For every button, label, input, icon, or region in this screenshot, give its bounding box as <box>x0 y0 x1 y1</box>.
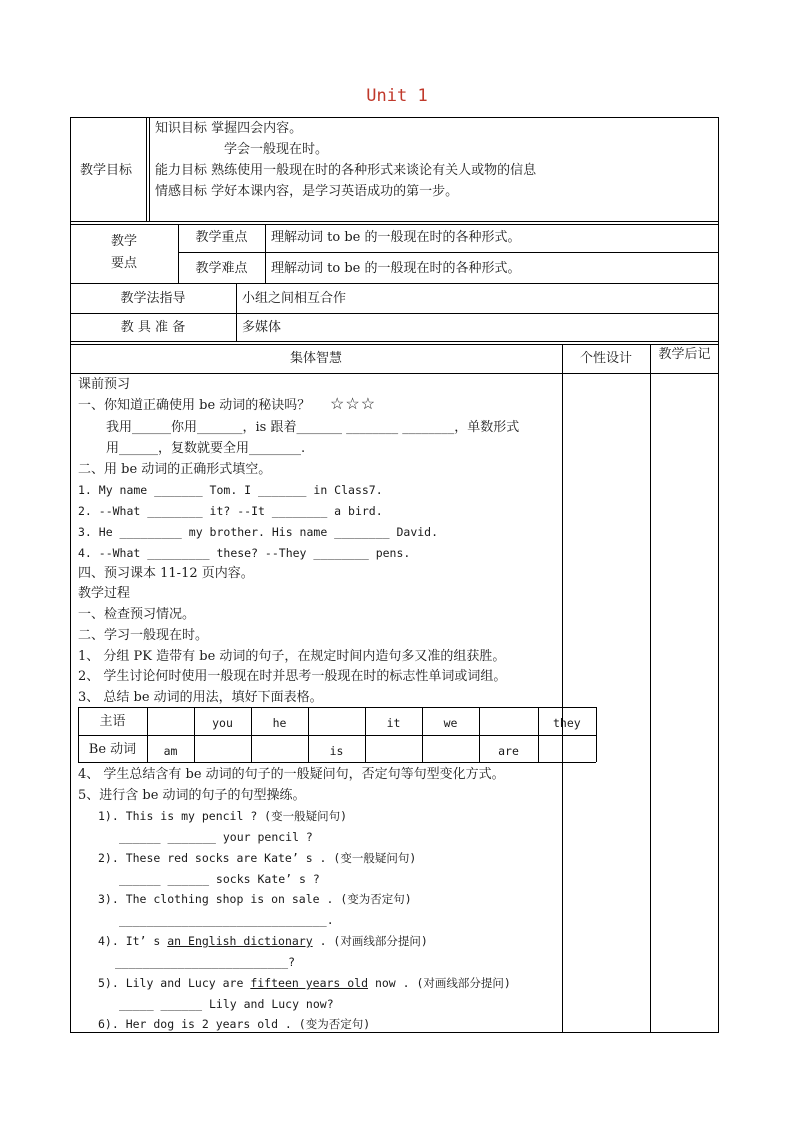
preview-item-2: 2. --What ________ it? --It ________ a bird. <box>78 504 383 518</box>
exercise-2: 2). These red socks are Kate’ s . (变一般疑问句) <box>98 851 417 865</box>
be-table-h6: we <box>443 716 458 730</box>
preview-item-3: 3. He _________ my brother. His name ________ David. <box>78 525 439 539</box>
preview-q2: 二、用 be 动词的正确形式填空。 <box>78 462 272 477</box>
be-table-h2: you <box>212 716 233 730</box>
exercise-1: 1). This is my pencil ? (变一般疑问句) <box>98 809 348 823</box>
method-label: 教学法指导 <box>120 291 186 306</box>
exercise-5: 5). Lily and Lucy are fifteen years old now . (对画线部分提问) <box>98 976 511 990</box>
keypoints-label-1: 教学 <box>110 234 137 249</box>
be-table-r4: is <box>329 744 344 758</box>
goal-knowledge-2: 学会一般现在时。 <box>224 142 329 157</box>
column-personal: 个性设计 <box>579 351 632 366</box>
goals-label: 教学目标 <box>80 163 133 178</box>
be-table-h0: 主语 <box>99 714 126 729</box>
exercise-3-answer: ______________________________. <box>119 913 334 927</box>
be-table-h3: he <box>272 716 287 730</box>
process-step-1: 一、检查预习情况。 <box>78 607 196 622</box>
column-collective: 集体智慧 <box>289 351 342 366</box>
preview-item-4: 4. --What _________ these? --They ________ pens. <box>78 546 411 560</box>
process-point-1: 1、 分组 PK 造带有 be 动词的句子，在规定时间内造句多又准的组获胜。 <box>78 649 506 664</box>
column-after: 教学后记 <box>658 347 711 362</box>
star-rating: ☆☆☆ <box>330 394 377 413</box>
preview-heading: 课前预习 <box>78 377 131 392</box>
process-point-3: 3、 总结 be 动词的用法，填好下面表格。 <box>78 690 323 705</box>
preview-q1: 一、你知道正确使用 be 动词的秘诀吗？ <box>78 398 311 413</box>
exercise-6: 6). Her dog is 2 years old . (变为否定句) <box>98 1017 371 1031</box>
exercise-4-answer: _________________________? <box>115 955 296 969</box>
exercise-2-answer: ______ ______ socks Kate’ s ? <box>119 872 320 886</box>
practice-point-5: 5、进行含 be 动词的句子的句型操练。 <box>78 788 306 803</box>
process-point-2: 2、 学生讨论何时使用一般现在时并思考一般现在时的标志性单词或词组。 <box>78 669 507 684</box>
document-title: Unit 1 <box>366 86 428 106</box>
process-heading: 教学过程 <box>78 586 131 601</box>
tools-text: 多媒体 <box>242 320 282 335</box>
be-table-r7: are <box>498 744 519 758</box>
goal-emotion: 情感目标 学好本课内容，是学习英语成功的第一步。 <box>155 184 459 199</box>
practice-point-4: 4、 学生总结含有 be 动词的句子的一般疑问句，否定句等句型变化方式。 <box>78 767 505 782</box>
goal-knowledge: 知识目标 掌握四会内容。 <box>155 121 303 136</box>
be-table-r1: am <box>163 744 178 758</box>
preview-q4: 四、预习课本 11-12 页内容。 <box>78 566 254 581</box>
focus-text: 理解动词 to be 的一般现在时的各种形式。 <box>271 230 521 245</box>
be-table-r0: Be 动词 <box>88 742 137 757</box>
process-step-2: 二、学习一般现在时。 <box>78 628 209 643</box>
preview-item-1: 1. My name _______ Tom. I _______ in Class7. <box>78 483 383 497</box>
preview-q1-line1: 我用______你用_______，is 跟着_______ ________ ________，单数形式 <box>106 420 520 435</box>
exercise-1-answer: ______ _______ your pencil ? <box>119 830 313 844</box>
exercise-5-answer: _____ ______ Lily and Lucy now? <box>119 997 334 1011</box>
exercise-3: 3). The clothing shop is on sale . (变为否定句) <box>98 892 412 906</box>
exercise-4: 4). It’ s an English dictionary . (对画线部分提问) <box>98 934 428 948</box>
preview-q1-line2: 用______，复数就要全用________. <box>106 441 306 456</box>
goal-ability: 能力目标 熟练使用一般现在时的各种形式来谈论有关人或物的信息 <box>155 163 537 178</box>
tools-label: 教 具 准 备 <box>120 320 186 335</box>
method-text: 小组之间相互合作 <box>242 291 347 306</box>
focus-label: 教学重点 <box>195 230 248 245</box>
keypoints-label-2: 要点 <box>110 256 137 271</box>
difficulty-label: 教学难点 <box>195 261 248 276</box>
difficulty-text: 理解动词 to be 的一般现在时的各种形式。 <box>271 261 521 276</box>
be-table-h5: it <box>386 716 401 730</box>
be-table-h8: they <box>553 716 581 730</box>
